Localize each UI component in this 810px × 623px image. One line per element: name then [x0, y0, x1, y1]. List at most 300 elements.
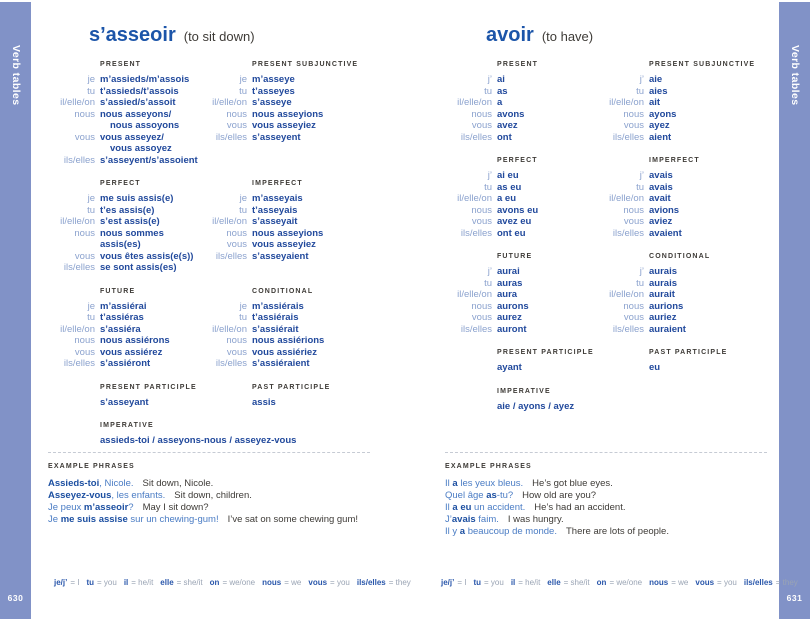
pronoun-label: ils/elles: [612, 131, 644, 143]
pronoun-label: il/elle/on: [457, 97, 492, 108]
conjugation-row: [200, 228, 380, 240]
conjugation-row: [445, 301, 597, 313]
verb-form: s’assiéraient: [252, 358, 310, 369]
pronoun-label: tu: [636, 277, 644, 289]
legend-pronoun: ils/elles: [743, 578, 773, 587]
conjugation-row: [445, 228, 597, 240]
legend-pronoun: il: [510, 578, 516, 587]
conjugation-row: [200, 335, 380, 347]
present-participle-block: [445, 349, 597, 374]
verb-form: aurai: [497, 266, 520, 277]
conjugation-row: [597, 301, 777, 313]
conjugation-row: [445, 324, 597, 336]
tense-block-present-subjunctive: [200, 61, 380, 166]
pronoun-label: ils/elles: [612, 323, 644, 335]
example-phrases-section: [48, 452, 370, 526]
conjugation-row: [597, 120, 777, 132]
conjugation-row: [445, 205, 597, 217]
legend-pronoun: tu: [473, 578, 482, 587]
verb-form: nous assoyons: [110, 120, 180, 131]
past-participle-block: [200, 384, 380, 409]
pronoun-label: j’: [639, 170, 644, 181]
verb-form: ont: [497, 131, 512, 143]
example-english: Sit down, Nicole.: [142, 478, 214, 489]
pronoun-label: nous: [623, 300, 644, 312]
verb-form: vous asseyiez: [252, 120, 316, 131]
legend-meaning: = we: [284, 578, 302, 587]
pronoun-label: nous: [226, 227, 247, 239]
verb-form: vous assiériez: [252, 346, 317, 358]
tense-heading: IMPERFECT: [252, 180, 303, 187]
pronoun-legend-right: [441, 578, 805, 587]
pronoun-label: ils/elles: [215, 358, 247, 369]
imperative-block: [48, 422, 380, 447]
conjugation-row: [597, 86, 777, 98]
conjugation-row: [48, 205, 200, 217]
pronoun-label: ils/elles: [215, 131, 247, 143]
verb-form: vous assiérez: [100, 346, 163, 358]
legend-meaning: = you: [330, 578, 350, 587]
conjugation-row: [445, 74, 597, 86]
conjugation-row: [597, 97, 777, 109]
verb-form: s’assiéra: [100, 323, 141, 335]
verb-form: se sont assis(es): [100, 262, 177, 273]
example-french: , les enfants.: [111, 490, 166, 501]
pronoun-label: j’: [487, 74, 492, 85]
conjugation-row: [597, 205, 777, 217]
conjugation-row: [445, 182, 597, 194]
conjugation-row: [597, 324, 777, 336]
pronoun-label: nous: [623, 204, 644, 216]
verb-form: aurais: [649, 266, 677, 277]
pronoun-label: tu: [484, 277, 492, 289]
verb-form: a: [497, 97, 503, 108]
legend-meaning: = he/it: [131, 578, 154, 587]
pronoun-label: vous: [471, 216, 492, 227]
pronoun-label: nous: [623, 108, 644, 120]
tense-heading: FUTURE: [100, 287, 136, 295]
pronoun-label: ils/elles: [460, 323, 492, 335]
verb-form: aurions: [649, 300, 684, 312]
legend-meaning: = I: [70, 578, 80, 587]
example-french: a: [452, 478, 458, 489]
verb-form: s’asseyent: [252, 131, 301, 143]
legend-meaning: = you: [97, 578, 117, 587]
example-phrase: [445, 502, 767, 514]
pronoun-label: tu: [636, 181, 644, 193]
pronoun-label: je: [239, 74, 247, 85]
verb-form: t’assiéras: [100, 312, 144, 323]
page-sasseoir: [48, 0, 411, 623]
example-english: I’ve sat on some chewing gum!: [227, 514, 359, 525]
conjugation-row: [48, 301, 200, 313]
participle-heading: PRESENT PARTICIPLE: [497, 349, 594, 356]
legend-meaning: = we/one: [609, 578, 643, 587]
verb-form: s’asseyait: [252, 216, 298, 227]
tense-heading: FUTURE: [497, 253, 533, 260]
conjugation-row: [48, 132, 200, 144]
pronoun-label: il/elle/on: [457, 193, 492, 204]
pronoun-label: vous: [623, 120, 644, 131]
verb-form: vous assoyez: [110, 143, 172, 154]
pronoun-label: je: [239, 300, 247, 312]
verb-form: s’assiéront: [100, 358, 151, 369]
conjugation-row: [200, 86, 380, 98]
pronoun-label: il/elle/on: [212, 216, 247, 227]
example-french: a: [459, 526, 466, 537]
example-french: Asseyez-vous: [48, 490, 112, 501]
conjugation-row: [200, 358, 380, 370]
conjugation-row: [200, 324, 380, 336]
conjugation-row: [445, 170, 597, 182]
example-english: Sit down, children.: [174, 490, 252, 501]
tense-block-perfect: [48, 180, 200, 274]
conjugation-row: [200, 193, 380, 205]
tense-block-imperfect: [200, 180, 380, 274]
pronoun-label: vous: [471, 312, 492, 323]
pronoun-label: il/elle/on: [609, 193, 644, 204]
verb-form: me suis assis(e): [100, 193, 174, 204]
pronoun-label: nous: [471, 300, 492, 312]
example-english: He’s got blue eyes.: [532, 478, 613, 489]
pronoun-label: j’: [639, 74, 644, 85]
verb-form: vous êtes assis(e(s)): [100, 250, 194, 262]
pronoun-label: vous: [226, 346, 247, 358]
verb-form: nous asseyons/: [100, 108, 172, 120]
page-title: [486, 24, 777, 47]
example-french: J’: [445, 514, 452, 525]
conjugation-row: [597, 132, 777, 144]
page-number-right: 631: [786, 593, 803, 603]
pronoun-label: ils/elles: [63, 262, 95, 273]
pronoun-label: tu: [239, 204, 247, 216]
pronoun-label: tu: [484, 85, 492, 97]
conjugation-row: [48, 228, 200, 251]
example-french: Assieds-toi: [48, 478, 100, 489]
pronoun-label: je: [87, 193, 95, 204]
verb-tables-tab-right: [779, 2, 810, 619]
verb-form: as eu: [497, 181, 522, 193]
conjugation-row: [200, 205, 380, 217]
example-phrase: [48, 502, 370, 514]
example-phrase: [48, 478, 370, 490]
verb-form: avaient: [649, 227, 682, 239]
example-french: avais: [451, 514, 476, 525]
legend-pronoun: vous: [308, 578, 328, 587]
verb-tables-tab-label-right: Verb tables: [789, 44, 801, 106]
pronoun-label: ils/elles: [215, 250, 247, 262]
example-french: un accident.: [471, 502, 526, 513]
example-phrases-section: [445, 452, 767, 538]
pronoun-label: ils/elles: [612, 227, 644, 239]
imperative-block: [445, 388, 777, 413]
verb-form: t’assiérais: [252, 312, 299, 323]
tense-heading: PRESENT SUBJUNCTIVE: [649, 61, 756, 68]
verb-form: aurez: [497, 312, 522, 323]
verb-form: aviez: [649, 216, 673, 227]
example-french: me suis assise: [60, 514, 128, 525]
tense-block-future: [445, 253, 597, 335]
example-french: les yeux bleus.: [457, 478, 524, 489]
example-french: Il y: [445, 526, 460, 537]
participle-heading: PAST PARTICIPLE: [252, 383, 331, 391]
pronoun-label: nous: [226, 335, 247, 346]
example-french: a eu: [452, 502, 472, 513]
verb-form: nous assiérions: [252, 335, 325, 346]
participle-value: assis: [252, 396, 276, 408]
conjugation-row: [48, 120, 200, 132]
verb-form: s’asseyent/s’assoient: [100, 154, 198, 166]
conjugation-row: [200, 216, 380, 228]
conjugation-row: [48, 358, 200, 370]
pronoun-label: tu: [239, 312, 247, 323]
conjugation-row: [597, 289, 777, 301]
conjugation-row: [445, 132, 597, 144]
verb-form: ait: [649, 97, 661, 108]
verb-form: avait: [649, 193, 671, 204]
verb-headword: s’asseoir: [89, 24, 176, 46]
pronoun-label: je: [87, 74, 95, 85]
verb-form: s’est assis(e): [100, 216, 160, 227]
conjugation-row: [48, 193, 200, 205]
pronoun-label: nous: [226, 108, 247, 120]
imperative-heading: IMPERATIVE: [497, 387, 551, 395]
verb-form: a eu: [497, 193, 517, 204]
pronoun-label: tu: [484, 181, 492, 193]
example-french: Il: [445, 478, 453, 489]
example-phrase: [445, 490, 767, 502]
pronoun-label: vous: [74, 250, 95, 262]
verb-form: aurons: [497, 300, 529, 312]
legend-pronoun: vous: [695, 578, 715, 587]
conjugation-row: [200, 301, 380, 313]
conjugation-row: [597, 182, 777, 194]
pronoun-label: il/elle/on: [60, 323, 95, 335]
example-phrase: [445, 478, 767, 490]
pronoun-label: il/elle/on: [212, 97, 247, 108]
verb-translation: (to have): [541, 29, 594, 44]
legend-pronoun: on: [209, 578, 220, 587]
example-phrases-heading: EXAMPLE PHRASES: [445, 463, 532, 470]
verb-form: s’asseye: [252, 97, 292, 108]
example-english: There are lots of people.: [565, 526, 669, 537]
conjugation-row: [48, 251, 200, 263]
verb-form: s’assiérait: [252, 323, 299, 335]
conjugation-row: [48, 74, 200, 86]
verb-form: vous asseyiez: [252, 239, 316, 250]
conjugation-row: [445, 109, 597, 121]
conjugation-row: [445, 312, 597, 324]
conjugation-row: [597, 312, 777, 324]
verb-translation: (to sit down): [183, 29, 255, 44]
pronoun-label: il/elle/on: [60, 216, 95, 227]
conjugation-row: [48, 143, 200, 155]
tense-heading: PERFECT: [100, 180, 141, 187]
pronoun-label: j’: [487, 266, 492, 277]
tense-heading: CONDITIONAL: [649, 253, 711, 260]
verb-form: ont eu: [497, 227, 526, 239]
verb-form: m’assieds/m’assois: [100, 74, 190, 85]
tense-block-present: [445, 61, 597, 143]
pronoun-label: nous: [74, 227, 95, 239]
tense-heading: CONDITIONAL: [252, 287, 314, 295]
verb-tables-tab-label-left: Verb tables: [10, 44, 22, 106]
verb-form: auraient: [649, 323, 686, 335]
pronoun-label: je: [87, 300, 95, 312]
verb-form: aient: [649, 131, 672, 143]
tense-block-perfect: [445, 157, 597, 239]
conjugation-row: [597, 74, 777, 86]
verb-form: nous asseyions: [252, 227, 324, 239]
verb-form: nous assiérons: [100, 335, 170, 346]
pronoun-label: ils/elles: [460, 227, 492, 239]
example-phrase: [48, 514, 370, 526]
verb-form: aies: [649, 85, 668, 97]
tense-block-present-subjunctive: [597, 61, 777, 143]
conjugation-row: [48, 335, 200, 347]
conjugation-row: [48, 262, 200, 274]
verb-form: nous sommes assis(es): [100, 227, 164, 250]
example-english: May I sit down?: [142, 502, 209, 513]
participle-value: s’asseyant: [100, 396, 149, 408]
conjugation-row: [48, 324, 200, 336]
conjugation-row: [200, 120, 380, 132]
tense-block-future: [48, 288, 200, 370]
conjugation-row: [200, 312, 380, 324]
pronoun-label: nous: [74, 335, 95, 346]
tense-heading: IMPERFECT: [649, 157, 700, 164]
verb-form: t’es assis(e): [100, 204, 155, 216]
conjugation-row: [445, 86, 597, 98]
conjugation-row: [597, 216, 777, 228]
example-french: m’asseoir: [83, 502, 129, 513]
example-french: Je peux: [48, 502, 84, 513]
verb-form: ai eu: [497, 170, 519, 181]
verb-form: avions: [649, 204, 680, 216]
verb-form: m’assiérais: [252, 300, 304, 312]
conjugation-row: [48, 155, 200, 167]
verb-form: t’assieds/t’assois: [100, 85, 179, 97]
tense-heading: PRESENT: [100, 61, 142, 68]
conjugation-row: [48, 312, 200, 324]
pronoun-label: tu: [87, 85, 95, 97]
conjugation-row: [200, 74, 380, 86]
pronoun-label: ils/elles: [460, 131, 492, 143]
conjugation-row: [200, 97, 380, 109]
pronoun-label: j’: [639, 266, 644, 277]
example-phrase: [445, 514, 767, 526]
verb-form: ai: [497, 74, 505, 85]
tense-block-present: [48, 61, 200, 166]
pronoun-legend-left: [54, 578, 418, 587]
verb-tables-tab-left: [0, 2, 31, 619]
participle-value: ayant: [497, 362, 522, 373]
conjugation-row: [200, 109, 380, 121]
example-french: as: [486, 490, 497, 501]
pronoun-label: vous: [74, 346, 95, 358]
conjugation-row: [200, 347, 380, 359]
example-french: Quel âge: [445, 490, 487, 501]
conjugation-row: [48, 347, 200, 359]
legend-pronoun: nous: [262, 578, 282, 587]
pronoun-label: il/elle/on: [457, 289, 492, 300]
pronoun-label: ils/elles: [63, 154, 95, 166]
conjugation-row: [597, 278, 777, 290]
pronoun-label: vous: [226, 239, 247, 250]
verb-form: aie: [649, 74, 663, 85]
conjugation-row: [200, 132, 380, 144]
verb-form: avez: [497, 120, 518, 131]
verb-form: vous asseyez/: [100, 131, 164, 143]
conjugation-row: [597, 266, 777, 278]
conjugation-row: [445, 278, 597, 290]
legend-meaning: = he/it: [518, 578, 541, 587]
example-french: Je: [48, 514, 61, 525]
verb-form: avais: [649, 170, 673, 181]
conjugation-grid: [48, 61, 380, 408]
conjugation-grid: [445, 61, 777, 374]
pronoun-label: il/elle/on: [212, 323, 247, 335]
pronoun-label: j’: [487, 170, 492, 181]
page-number-left: 630: [7, 593, 24, 603]
tense-block-imperfect: [597, 157, 777, 239]
legend-meaning: = she/it: [563, 578, 590, 587]
example-phrases-heading: EXAMPLE PHRASES: [48, 463, 135, 470]
verb-form: m’asseyais: [252, 193, 303, 204]
pronoun-label: tu: [239, 85, 247, 97]
present-participle-block: [48, 384, 200, 409]
pronoun-label: il/elle/on: [609, 289, 644, 300]
verb-form: auras: [497, 277, 523, 289]
legend-meaning: = you: [717, 578, 737, 587]
verb-form: avez eu: [497, 216, 532, 227]
pronoun-label: il/elle/on: [609, 97, 644, 108]
example-french: beaucoup de monde.: [465, 526, 557, 537]
verb-form: as: [497, 85, 508, 97]
conjugation-row: [445, 216, 597, 228]
verb-form: ayez: [649, 120, 670, 131]
verb-form: avons eu: [497, 204, 539, 216]
verb-form: avons: [497, 108, 525, 120]
pronoun-label: ils/elles: [63, 358, 95, 369]
example-phrase: [445, 526, 767, 538]
legend-meaning: = I: [457, 578, 467, 587]
legend-pronoun: nous: [649, 578, 669, 587]
verb-form: aurait: [649, 289, 675, 300]
verb-form: t’asseyes: [252, 85, 295, 97]
example-english: How old are you?: [522, 490, 597, 501]
verb-form: m’assiérai: [100, 300, 147, 312]
participle-heading: PRESENT PARTICIPLE: [100, 383, 197, 391]
pronoun-label: il/elle/on: [60, 97, 95, 108]
legend-meaning: = we/one: [222, 578, 256, 587]
pronoun-label: tu: [87, 312, 95, 323]
example-phrase: [48, 490, 370, 502]
verb-form: auriez: [649, 312, 677, 323]
verb-form: auront: [497, 323, 527, 335]
past-participle-block: [597, 349, 777, 374]
legend-meaning: = they: [388, 578, 411, 587]
example-english: He’s had an accident.: [534, 502, 626, 513]
pronoun-label: vous: [623, 216, 644, 227]
verb-form: avais: [649, 181, 673, 193]
pronoun-label: tu: [87, 204, 95, 216]
legend-pronoun: on: [596, 578, 607, 587]
example-french: -tu?: [496, 490, 514, 501]
tense-heading: PRESENT: [497, 61, 539, 68]
conjugation-row: [48, 97, 200, 109]
conjugation-row: [200, 239, 380, 251]
